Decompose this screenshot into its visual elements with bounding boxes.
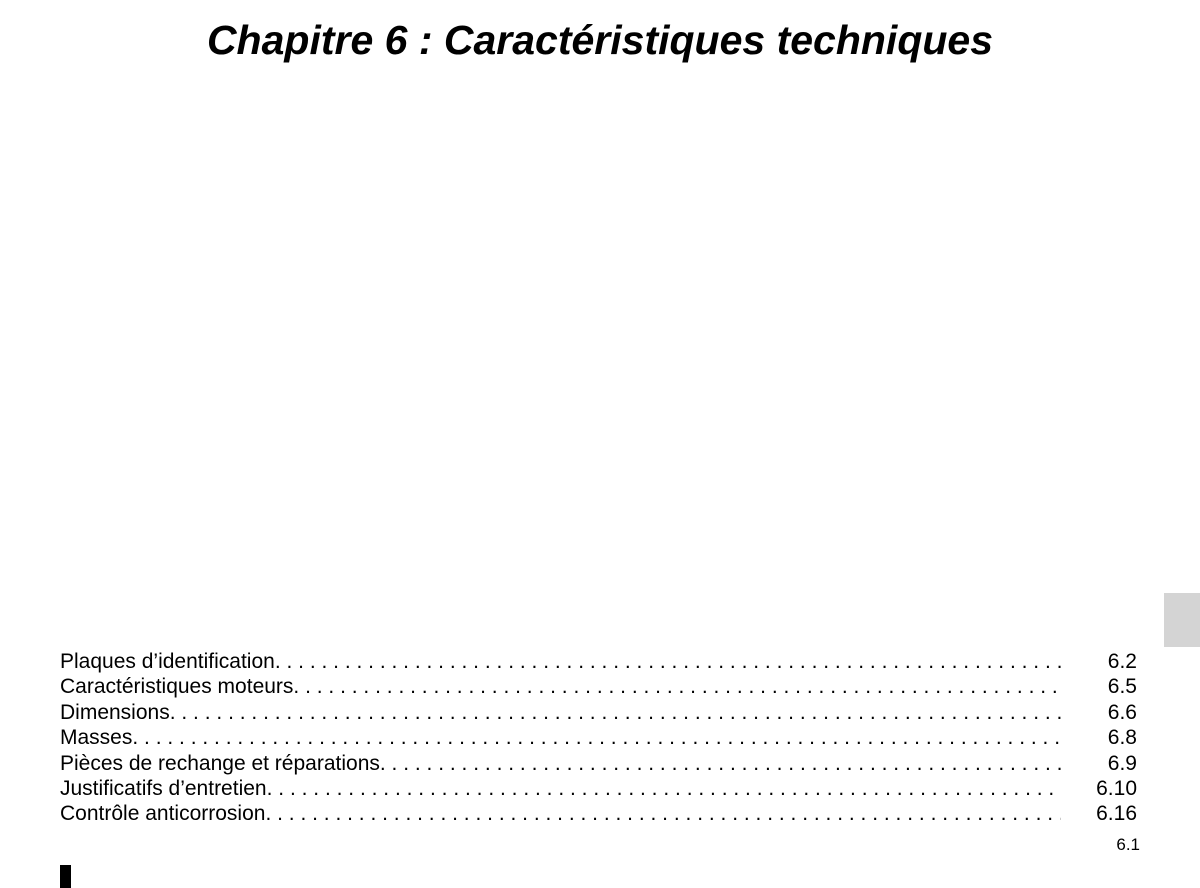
toc-entry-label: Plaques d’identification xyxy=(60,650,275,673)
toc-entry-label: Justificatifs d’entretien xyxy=(60,776,267,800)
toc-entry-page: 6.5 xyxy=(1107,675,1137,699)
toc-entry-label: Dimensions xyxy=(60,700,170,724)
toc-entry-page: 6.9 xyxy=(1107,751,1137,775)
toc-dot-leader xyxy=(293,674,1061,699)
toc-entry-pieces-rechange[interactable] xyxy=(60,751,1137,776)
toc-entry-page: 6.8 xyxy=(1107,726,1137,750)
toc-entry-justificatifs-entretien[interactable] xyxy=(60,776,1137,801)
toc-entry-plaques-identification[interactable] xyxy=(60,649,1137,674)
toc-entry-page: 6.10 xyxy=(1096,776,1137,800)
toc-entry-page: 6.2 xyxy=(1107,650,1137,673)
page-edge-marker xyxy=(60,865,71,888)
toc-entry-dimensions[interactable] xyxy=(60,700,1137,725)
page-title: Chapitre 6 : Caractéristiques techniques xyxy=(206,17,994,63)
toc-dot-leader xyxy=(275,649,1061,674)
toc-entry-caracteristiques-moteurs[interactable] xyxy=(60,674,1137,699)
toc-entry-label: Pièces de rechange et réparations xyxy=(60,751,380,775)
toc-dot-leader xyxy=(267,776,1061,801)
toc-entry-controle-anticorrosion[interactable] xyxy=(60,801,1137,826)
toc-dot-leader xyxy=(132,725,1061,750)
chapter-tab xyxy=(1164,593,1200,647)
toc-dot-leader xyxy=(170,700,1061,725)
page-number: 6.1 xyxy=(1116,835,1140,854)
table-of-contents xyxy=(60,649,1137,827)
toc-entry-label: Contrôle anticorrosion xyxy=(60,802,266,826)
toc-entry-page: 6.16 xyxy=(1096,802,1137,826)
toc-entry-page: 6.6 xyxy=(1107,700,1137,724)
toc-entry-label: Caractéristiques moteurs xyxy=(60,675,294,699)
toc-dot-leader xyxy=(265,801,1061,826)
toc-entry-masses[interactable] xyxy=(60,725,1137,750)
toc-entry-label: Masses xyxy=(60,726,133,750)
toc-dot-leader xyxy=(380,751,1061,776)
